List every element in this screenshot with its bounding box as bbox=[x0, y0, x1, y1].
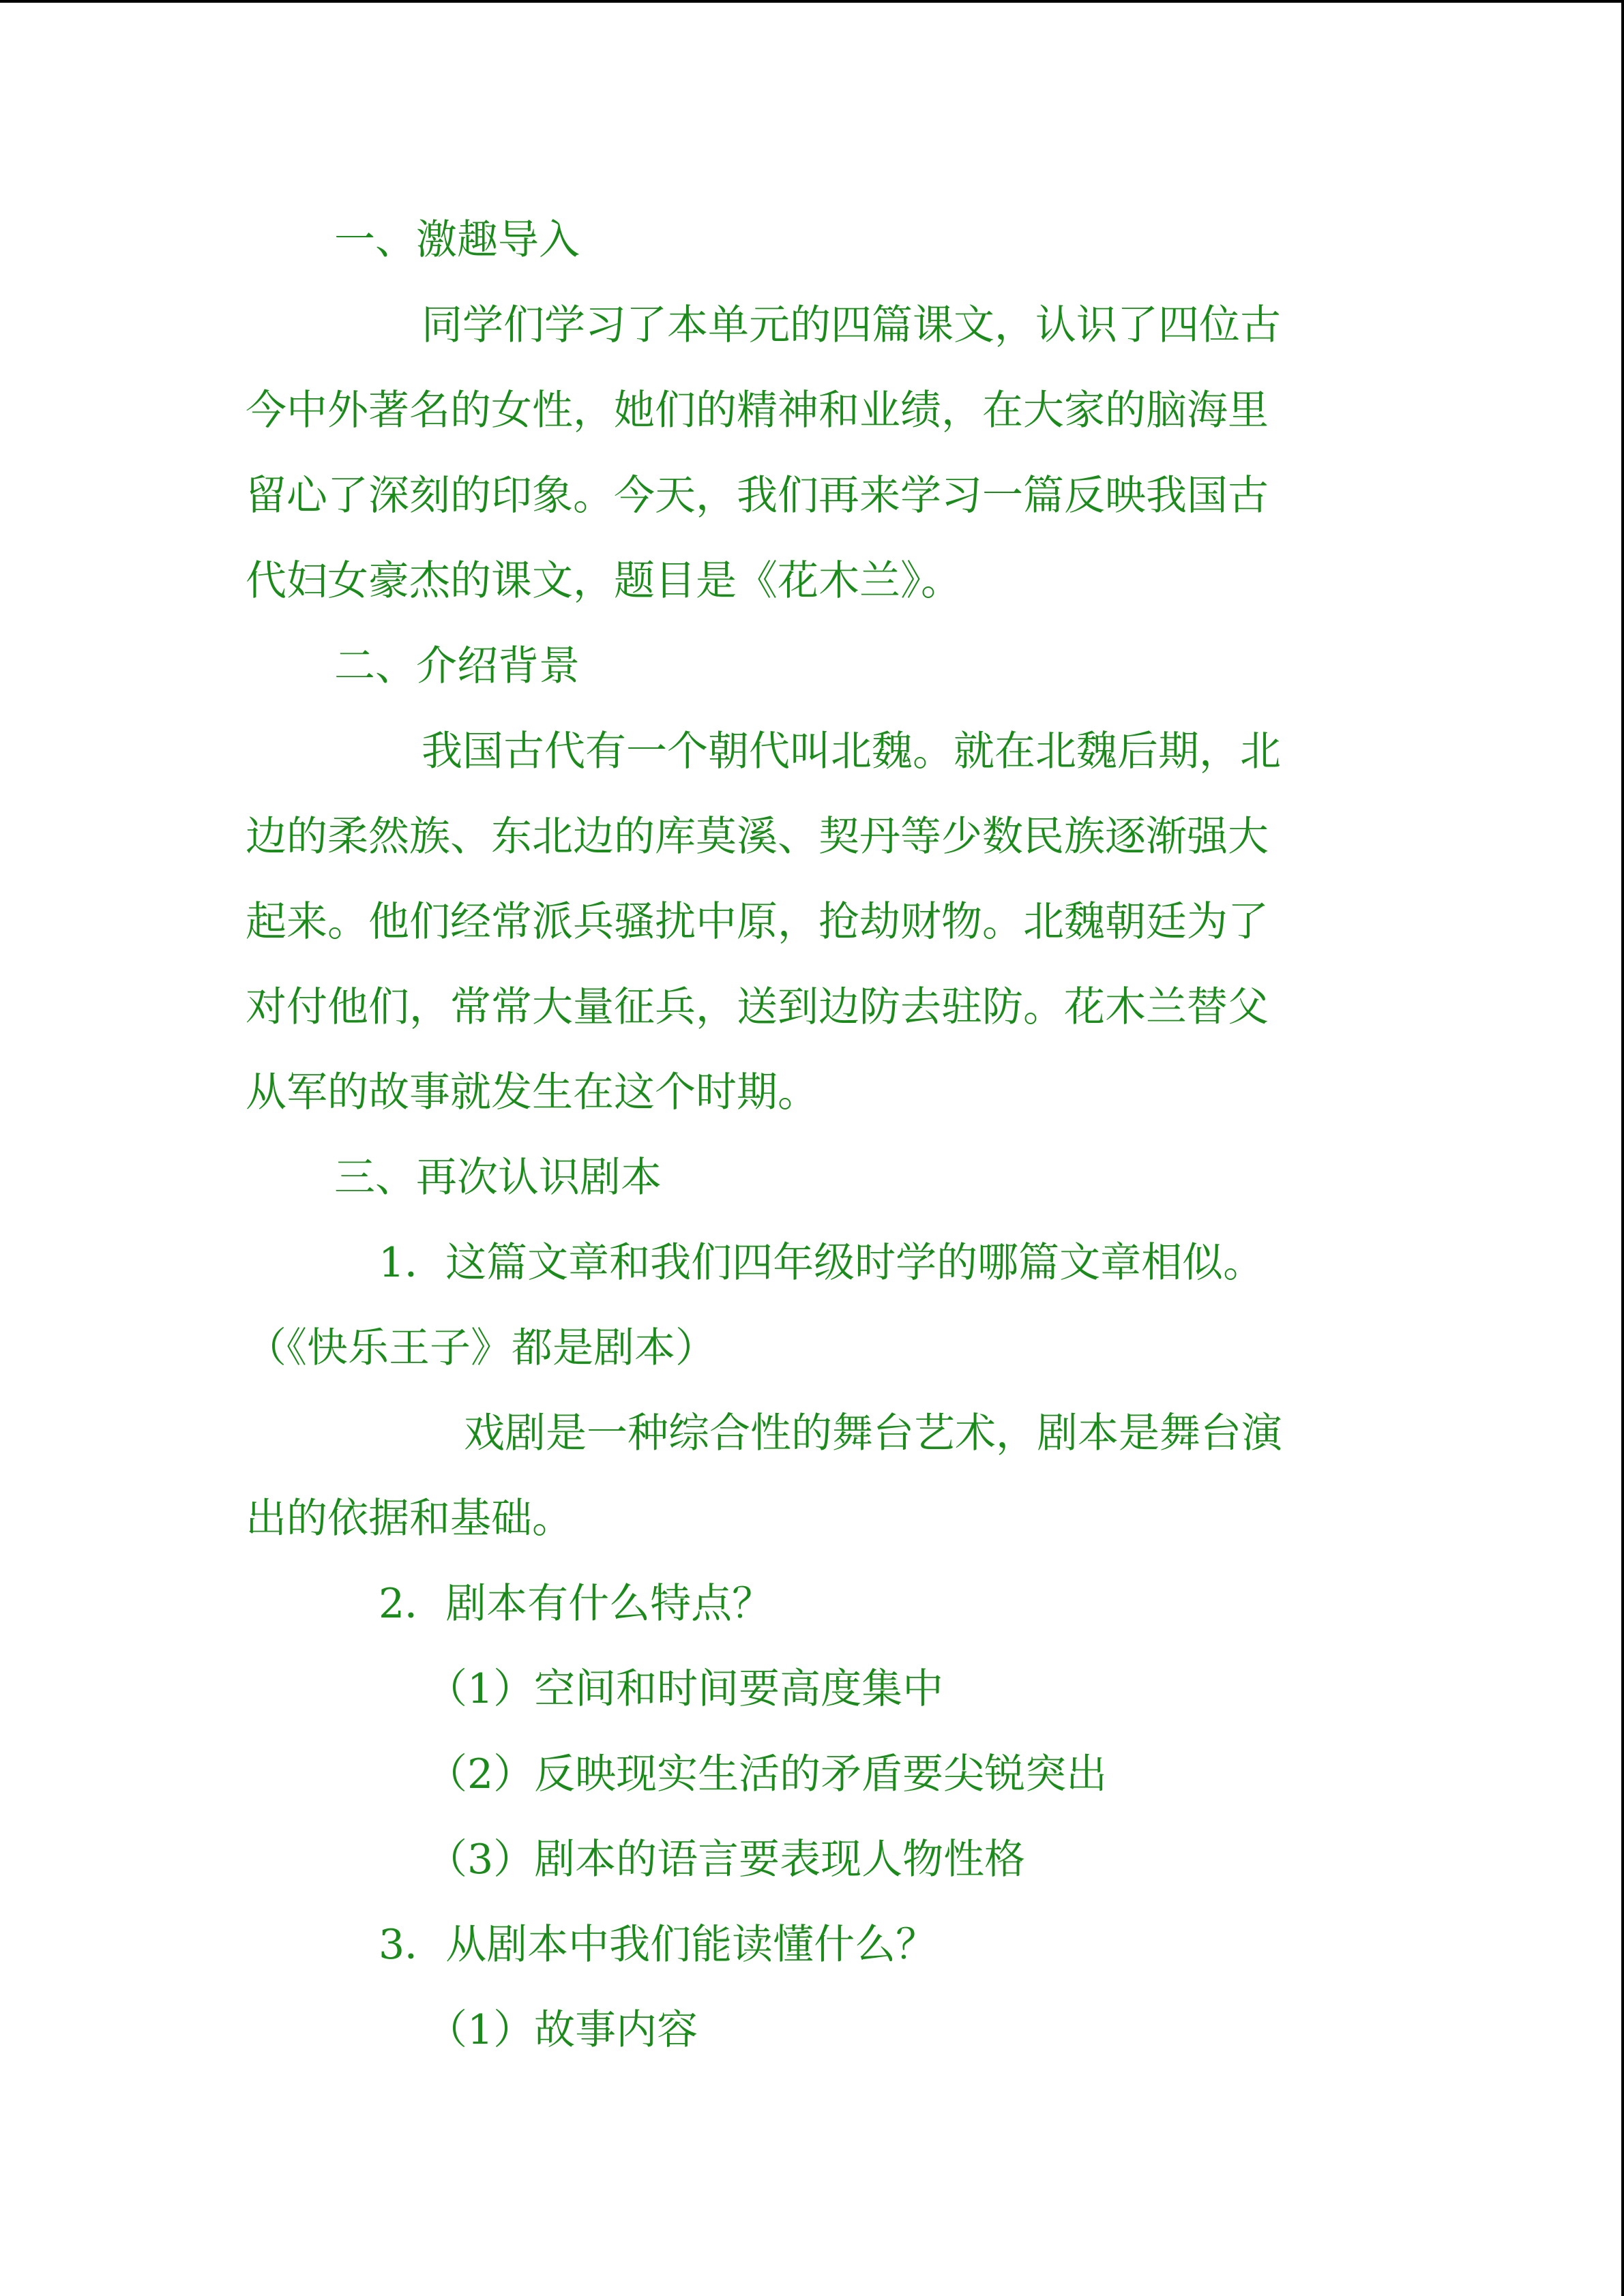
paragraph-line: （《快乐王子》都是剧本） bbox=[246, 1324, 716, 1372]
paragraph-line: 代妇女豪杰的课文，题目是《花木兰》。 bbox=[246, 557, 962, 605]
paragraph-line: 出的依据和基础。 bbox=[246, 1495, 573, 1542]
paragraph-line: 对付他们，常常大量征兵，送到边防去驻防。花木兰替父 bbox=[246, 983, 1269, 1031]
heading-script: 三、再次认识剧本 bbox=[334, 1154, 662, 1202]
sub-list-item: （3）剧本的语言要表现人物性格 bbox=[426, 1836, 1026, 1883]
paragraph-line: 留心了深刻的印象。今天，我们再来学习一篇反映我国古 bbox=[246, 472, 1269, 520]
paragraph-line: 边的柔然族、东北边的库莫溪、契丹等少数民族逐渐强大 bbox=[246, 813, 1269, 861]
paragraph-line: 从军的故事就发生在这个时期。 bbox=[246, 1069, 818, 1116]
sub-list-item: （1）故事内容 bbox=[426, 2006, 698, 2054]
paragraph-line: 起来。他们经常派兵骚扰中原，抢劫财物。北魏朝廷为了 bbox=[246, 898, 1269, 946]
sub-list-item: （1）空间和时间要高度集中 bbox=[426, 1665, 944, 1713]
paragraph-line: 今中外著名的女性，她们的精神和业绩，在大家的脑海里 bbox=[246, 387, 1269, 434]
heading-background: 二、介绍背景 bbox=[334, 642, 580, 690]
list-item: 3．从剧本中我们能读懂什么？ bbox=[379, 1921, 937, 1969]
paragraph-line: 戏剧是一种综合性的舞台艺术，剧本是舞台演 bbox=[464, 1410, 1282, 1457]
list-item: 1．这篇文章和我们四年级时学的哪篇文章相似。 bbox=[379, 1239, 1265, 1287]
paragraph-line: 我国古代有一个朝代叫北魏。就在北魏后期，北 bbox=[422, 728, 1281, 775]
paragraph-line: 同学们学习了本单元的四篇课文，认识了四位古 bbox=[422, 301, 1281, 349]
sub-list-item: （2）反映现实生活的矛盾要尖锐突出 bbox=[426, 1750, 1108, 1798]
list-item: 2．剧本有什么特点？ bbox=[379, 1580, 773, 1628]
heading-intro: 一、激趣导入 bbox=[334, 216, 580, 264]
